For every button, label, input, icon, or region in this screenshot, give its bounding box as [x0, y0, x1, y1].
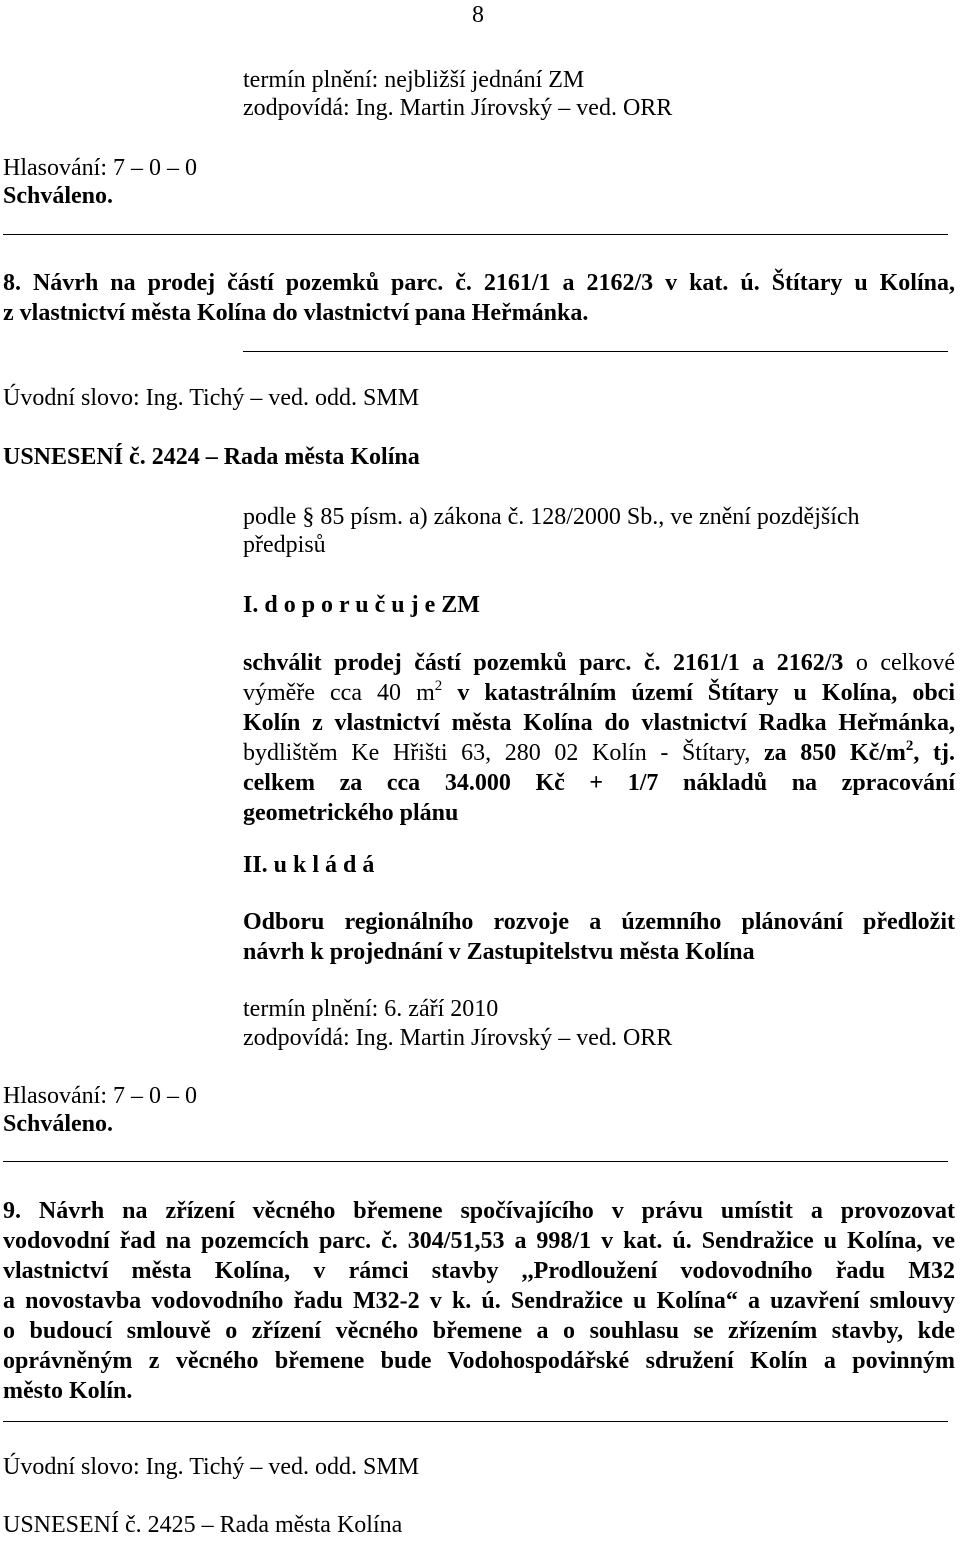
responsible-text: zodpovídá: Ing. Martin Jírovský – ved. ORR — [243, 95, 673, 121]
vote-result: Hlasování: 7 – 0 – 0 — [3, 1083, 197, 1109]
item9-title-line: o budoucí smlouvě o zřízení věcného břemene a o souhlasu se zřízením stavby, kde — [3, 1318, 955, 1344]
resolution-title — [3, 442, 420, 472]
section-heading: I. d o p o r u č u j e ZM — [243, 592, 480, 618]
deadline-text: termín plnění: nejbližší jednání ZM — [243, 67, 585, 93]
intro-speaker: Úvodní slovo: Ing. Tichý – ved. odd. SMM — [3, 1454, 420, 1480]
body-line: schválit prodej částí pozemků parc. č. 2161/1 a 2162/3 o celkové — [243, 650, 956, 676]
item9-title-line: město Kolín. — [3, 1378, 133, 1404]
body-line: geometrického plánu — [243, 800, 459, 826]
divider — [3, 1421, 948, 1422]
task-line: Odboru regionálního rozvoje a územního plánování předložit — [243, 909, 955, 935]
section-heading: II. u k l á d á — [243, 852, 375, 878]
body-line: výměře cca 40 $m^2$ v katastrálním území Štítary u Kolína, obci — [243, 678, 955, 706]
item8-title-line: z vlastnictví města Kolína do vlastnictví pana Heřmánka. — [3, 300, 589, 326]
legal-basis: podle § 85 písm. a) zákona č. 128/2000 Sb., ve znění pozdějších — [243, 504, 860, 530]
task-text — [243, 907, 955, 967]
item9-title-line: vlastnictví města Kolína, v rámci stavby ,,Prodloužení vodovodního řadu M32 — [3, 1258, 955, 1284]
resolution-number: USNESENÍ č. 2425 – Rada města Kolína — [3, 1512, 403, 1538]
deadline-text: termín plnění: 6. září 2010 — [243, 996, 499, 1022]
divider — [243, 351, 948, 352]
divider — [3, 1161, 948, 1162]
resolution-body — [243, 648, 955, 828]
page-number: 8 — [472, 2, 484, 28]
vote-result: Hlasování: 7 – 0 – 0 — [3, 155, 197, 181]
task-line: návrh k projednání v Zastupitelstvu města Kolína — [243, 939, 755, 965]
approved-label: Schváleno. — [3, 183, 114, 209]
divider — [3, 234, 948, 235]
item8-title-line: 8. Návrh na prodej částí pozemků parc. č. 2161/1 a 2162/3 v kat. ú. Štítary u Kolína, — [3, 270, 955, 296]
resolution-number: USNESENÍ č. 2424 – Rada města Kolína — [3, 444, 420, 470]
body-line: Kolín z vlastnictví města Kolína do vlastnictví Radka Heřmánka, — [243, 710, 955, 736]
resolution-title — [3, 1510, 402, 1540]
item9-title-line: 9. Návrh na zřízení věcného břemene spočívajícího v právu umístit a provozovat — [3, 1198, 955, 1224]
legal-basis-cont: předpisů — [243, 532, 326, 558]
body-line: bydlištěm Ke Hřišti 63, 280 02 Kolín - Štítary, za 850 $Kč/m^2$, tj. — [243, 738, 955, 766]
item9-title-line: vodovodní řad na pozemcích parc. č. 304/51,53 a 998/1 v kat. ú. Sendražice u Kolína, ve — [3, 1228, 955, 1254]
body-line: celkem za cca 34.000 Kč + 1/7 nákladů na zpracování — [243, 770, 955, 796]
item8-title — [3, 268, 955, 328]
responsible-text: zodpovídá: Ing. Martin Jírovský – ved. ORR — [243, 1025, 673, 1051]
item9-title — [3, 1196, 955, 1406]
item9-title-line: oprávněným z věcného břemene bude Vodohospodářské sdružení Kolín a povinným — [3, 1348, 955, 1374]
item9-title-line: a novostavba vodovodního řadu M32-2 v k. ú. Sendražice u Kolína“ a uzavření smlouvy — [3, 1288, 955, 1314]
approved-label: Schváleno. — [3, 1111, 114, 1137]
intro-speaker: Úvodní slovo: Ing. Tichý – ved. odd. SMM — [3, 385, 420, 411]
